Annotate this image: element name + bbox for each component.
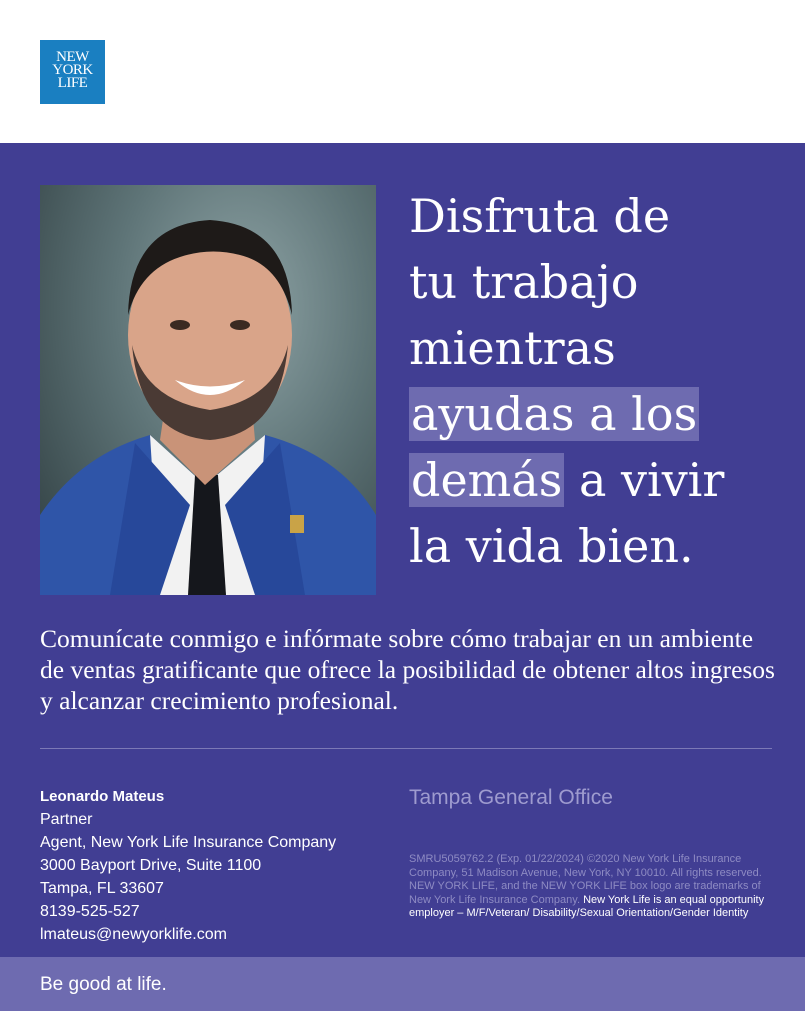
agent-contact-block <box>40 785 400 946</box>
footer-bar <box>0 957 805 1011</box>
agent-photo <box>40 185 376 595</box>
logo-line-1: NEW <box>56 49 89 65</box>
headline-line-1: Disfruta de <box>409 189 671 243</box>
header <box>0 0 805 143</box>
divider <box>40 748 772 749</box>
headline-highlight-2: demás <box>411 453 563 507</box>
headline-line-3: mientras <box>409 321 616 375</box>
body-copy: Comunícate conmigo e infórmate sobre cómo trabajar en un ambiente de ventas gratificante que ofrece la posibilidad de obtener altos ingresos y alcanzar crecimiento profesional. <box>40 624 775 715</box>
agent-company: Agent, New York Life Insurance Company <box>40 834 337 851</box>
headline-line-2: tu trabajo <box>409 255 639 309</box>
headline-line-4 <box>409 381 789 447</box>
headline-highlight-1: ayudas a los <box>411 387 698 441</box>
legal-text: SMRU5059762.2 (Exp. 01/22/2024) ©2020 New York Life Insurance Company, 51 Madison Avenue, New York, NY 10010. All rights reserved. NEW YORK LIFE, and the NEW YORK LIFE box logo are trademarks of New York Life Insurance Company. <box>409 853 762 906</box>
tagline: Be good at life. <box>40 974 167 995</box>
legal-disclaimer <box>409 853 777 921</box>
agent-email[interactable]: lmateus@newyorklife.com <box>40 926 227 943</box>
headline <box>409 183 789 579</box>
headline-line-6: la vida bien. <box>409 519 694 573</box>
headline-line-5-rest: a vivir <box>564 453 725 507</box>
agent-portrait-image <box>40 185 376 595</box>
agent-name: Leonardo Mateus <box>40 788 165 805</box>
logo-line-3: LIFE <box>57 75 88 91</box>
main-panel <box>0 143 805 957</box>
agent-address-line-1: 3000 Bayport Drive, Suite 1100 <box>40 857 262 874</box>
agent-phone[interactable]: 8139-525-527 <box>40 903 140 920</box>
office-name: Tampa General Office <box>409 786 613 809</box>
headline-line-5 <box>409 447 789 513</box>
eeo-statement: New York Life is an equal opportunity employer – M/F/Veteran/ Disability/Sexual Orientation/Gender Identity <box>409 893 765 919</box>
agent-address-line-2: Tampa, FL 33607 <box>40 880 164 897</box>
agent-title: Partner <box>40 811 93 828</box>
logo-line-2: YORK <box>52 62 93 78</box>
new-york-life-logo[interactable] <box>40 40 105 104</box>
